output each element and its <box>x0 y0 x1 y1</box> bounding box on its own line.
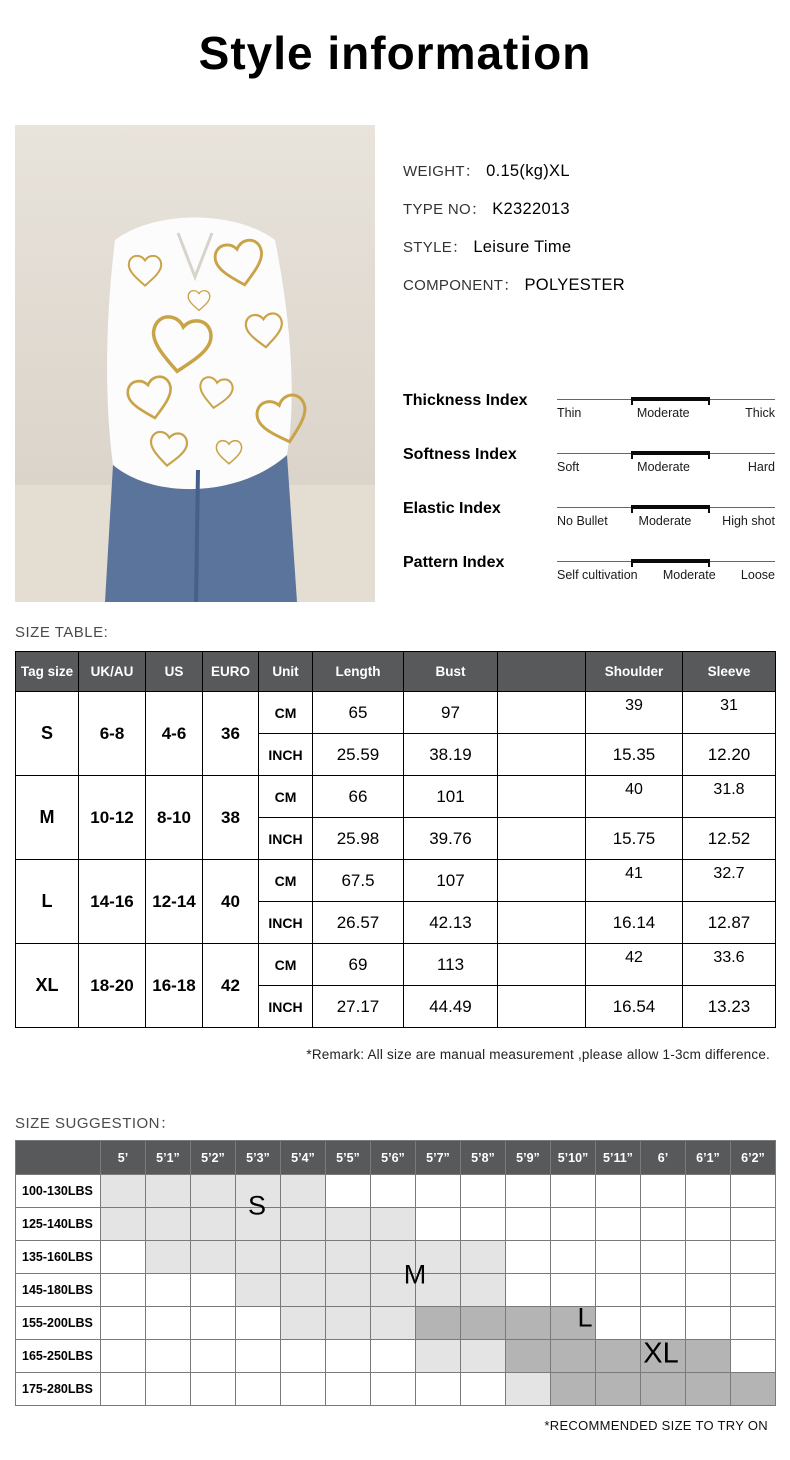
blank-cell <box>498 986 586 1028</box>
suggestion-cell <box>641 1175 686 1208</box>
weight-label: 175-280LBS <box>16 1373 101 1406</box>
suggestion-cell <box>641 1307 686 1340</box>
suggestion-cell <box>281 1340 326 1373</box>
index-name: Pattern Index <box>403 554 505 571</box>
suggestion-cell <box>191 1175 236 1208</box>
bust-cell: 101 <box>404 776 498 818</box>
suggestion-cell <box>236 1340 281 1373</box>
suggestion-cell <box>461 1175 506 1208</box>
sleeve-cell: 12.20 <box>683 734 776 776</box>
blank-cell <box>498 818 586 860</box>
height-header: 6’1” <box>686 1141 731 1175</box>
suggestion-cell <box>371 1208 416 1241</box>
scale-label: Loose <box>740 568 775 582</box>
product-photo <box>15 125 375 602</box>
suggestion-cell <box>146 1373 191 1406</box>
scale-line <box>557 399 775 400</box>
suggestion-cell <box>686 1373 731 1406</box>
shoulder-cell: 42 <box>586 944 683 986</box>
scale-label: Self cultivation <box>557 568 638 582</box>
header-shoulder: Shoulder <box>586 652 683 692</box>
scale-selected-bar <box>631 451 709 455</box>
unit-cell: INCH <box>259 986 313 1028</box>
size-letter-l: L <box>577 1302 593 1333</box>
scale-label: Moderate <box>638 514 692 528</box>
scale-label: Thick <box>745 406 775 420</box>
height-header: 5’10” <box>551 1141 596 1175</box>
height-header: 5’7” <box>416 1141 461 1175</box>
suggestion-cell <box>686 1274 731 1307</box>
suggestion-cell <box>641 1373 686 1406</box>
suggestion-cell <box>641 1208 686 1241</box>
suggestion-cell <box>101 1373 146 1406</box>
unit-cell: CM <box>259 692 313 734</box>
scale-line <box>557 453 775 454</box>
suggestion-cell <box>326 1241 371 1274</box>
sleeve-cell: 31 <box>683 692 776 734</box>
euro-cell: 42 <box>203 944 259 1028</box>
suggestion-cell <box>686 1241 731 1274</box>
size-table-heading: SIZE TABLE: <box>15 624 109 641</box>
suggestion-cell <box>596 1175 641 1208</box>
length-cell: 26.57 <box>313 902 404 944</box>
suggestion-cell <box>236 1241 281 1274</box>
uk-au-cell: 6-8 <box>79 692 146 776</box>
pattern-index <box>403 552 775 606</box>
suggestion-corner-cell <box>16 1141 101 1175</box>
height-header: 5’6” <box>371 1141 416 1175</box>
suggestion-cell <box>101 1340 146 1373</box>
table-row-l-cm <box>16 860 776 902</box>
header-us: US <box>146 652 203 692</box>
index-scale <box>557 453 775 474</box>
info-label: WEIGHT： <box>403 163 481 180</box>
weight-label: 135-160LBS <box>16 1241 101 1274</box>
scale-labels <box>557 514 775 528</box>
height-header: 5’5” <box>326 1141 371 1175</box>
fabric-indices <box>403 390 775 606</box>
shoulder-cell: 16.14 <box>586 902 683 944</box>
weight-row <box>16 1208 776 1241</box>
suggestion-cell <box>461 1241 506 1274</box>
scale-label: Moderate <box>662 568 716 582</box>
info-label: STYLE： <box>403 239 468 256</box>
height-header: 5’8” <box>461 1141 506 1175</box>
suggestion-cell <box>551 1373 596 1406</box>
suggestion-cell <box>416 1241 461 1274</box>
uk-au-cell: 14-16 <box>79 860 146 944</box>
shoulder-cell: 39 <box>586 692 683 734</box>
tag-size-cell: M <box>16 776 79 860</box>
height-header: 5’2” <box>191 1141 236 1175</box>
euro-cell: 40 <box>203 860 259 944</box>
suggestion-cell <box>416 1340 461 1373</box>
info-row-type-no <box>403 198 625 219</box>
suggestion-cell <box>281 1274 326 1307</box>
product-info <box>403 160 625 295</box>
index-scale <box>557 507 775 528</box>
scale-label: Moderate <box>636 406 690 420</box>
suggestion-cell <box>461 1208 506 1241</box>
suggestion-cell <box>236 1175 281 1208</box>
size-suggestion-table <box>15 1140 776 1406</box>
blank-cell <box>498 902 586 944</box>
suggestion-cell <box>731 1307 776 1340</box>
suggestion-cell <box>686 1340 731 1373</box>
suggestion-cell <box>281 1175 326 1208</box>
suggestion-cell <box>731 1175 776 1208</box>
header-euro: EURO <box>203 652 259 692</box>
suggestion-cell <box>506 1208 551 1241</box>
suggestion-cell <box>371 1340 416 1373</box>
index-scale <box>557 561 775 582</box>
suggestion-cell <box>326 1274 371 1307</box>
unit-cell: INCH <box>259 818 313 860</box>
shoulder-cell: 16.54 <box>586 986 683 1028</box>
suggestion-cell <box>236 1307 281 1340</box>
suggestion-cell <box>596 1274 641 1307</box>
header-sleeve: Sleeve <box>683 652 776 692</box>
suggestion-cell <box>596 1373 641 1406</box>
suggestion-cell <box>461 1373 506 1406</box>
blank-cell <box>498 860 586 902</box>
suggestion-cell <box>146 1307 191 1340</box>
weight-row <box>16 1373 776 1406</box>
suggestion-cell <box>731 1373 776 1406</box>
suggestion-cell <box>101 1175 146 1208</box>
header-bust: Bust <box>404 652 498 692</box>
info-value: 0.15(kg)XL <box>486 162 570 180</box>
header-length: Length <box>313 652 404 692</box>
header-blank <box>498 652 586 692</box>
suggestion-cell <box>551 1340 596 1373</box>
suggestion-cell <box>281 1307 326 1340</box>
height-header: 5’ <box>101 1141 146 1175</box>
header-uk-au: UK/AU <box>79 652 146 692</box>
euro-cell: 38 <box>203 776 259 860</box>
sleeve-cell: 12.87 <box>683 902 776 944</box>
info-row-weight <box>403 160 625 181</box>
suggestion-cell <box>596 1241 641 1274</box>
size-letter-m: M <box>403 1259 427 1290</box>
suggestion-cell <box>371 1274 416 1307</box>
suggestion-cell <box>596 1208 641 1241</box>
shoulder-cell: 15.35 <box>586 734 683 776</box>
tag-size-cell: L <box>16 860 79 944</box>
suggestion-cell <box>641 1337 686 1373</box>
suggestion-cell <box>326 1208 371 1241</box>
scale-label: No Bullet <box>557 514 608 528</box>
weight-row <box>16 1307 776 1340</box>
index-name: Softness Index <box>403 446 517 463</box>
weight-row <box>16 1274 776 1307</box>
suggestion-cell <box>191 1241 236 1274</box>
suggestion-cell <box>101 1208 146 1241</box>
suggestion-cell <box>146 1274 191 1307</box>
uk-au-cell: 18-20 <box>79 944 146 1028</box>
suggestion-cell <box>461 1274 506 1307</box>
weight-label: 100-130LBS <box>16 1175 101 1208</box>
table-row-s-cm <box>16 692 776 734</box>
header-tag-size: Tag size <box>16 652 79 692</box>
suggestion-cell <box>371 1241 416 1274</box>
tag-size-cell: XL <box>16 944 79 1028</box>
suggestion-cell <box>371 1175 416 1208</box>
suggestion-cell <box>596 1340 641 1373</box>
info-row-style <box>403 236 625 257</box>
suggestion-cell <box>236 1208 281 1241</box>
sleeve-cell: 31.8 <box>683 776 776 818</box>
elastic-index <box>403 498 775 552</box>
suggestion-cell <box>641 1241 686 1274</box>
blank-cell <box>498 944 586 986</box>
length-cell: 27.17 <box>313 986 404 1028</box>
unit-cell: INCH <box>259 734 313 776</box>
suggestion-cell <box>731 1208 776 1241</box>
suggestion-cell <box>551 1175 596 1208</box>
suggestion-cell <box>416 1307 461 1340</box>
scale-line <box>557 507 775 508</box>
height-header: 6’2” <box>731 1141 776 1175</box>
length-cell: 25.59 <box>313 734 404 776</box>
suggestion-cell <box>326 1340 371 1373</box>
height-header: 5’4” <box>281 1141 326 1175</box>
scale-labels <box>557 406 775 420</box>
suggestion-cell <box>506 1307 551 1340</box>
suggestion-cell <box>686 1307 731 1340</box>
suggestion-cell <box>596 1307 641 1340</box>
suggestion-cell <box>236 1274 281 1307</box>
scale-selected-bar <box>631 505 709 509</box>
size-table <box>15 651 776 1028</box>
length-cell: 69 <box>313 944 404 986</box>
sleeve-cell: 32.7 <box>683 860 776 902</box>
info-label: TYPE NO： <box>403 201 487 218</box>
weight-row <box>16 1340 776 1373</box>
height-header-row <box>16 1141 776 1175</box>
info-value: Leisure Time <box>473 238 572 256</box>
suggestion-cell <box>731 1274 776 1307</box>
scale-label: Thin <box>557 406 582 420</box>
scale-line <box>557 561 775 562</box>
suggestion-cell <box>641 1274 686 1307</box>
bust-cell: 38.19 <box>404 734 498 776</box>
sleeve-cell: 12.52 <box>683 818 776 860</box>
euro-cell: 36 <box>203 692 259 776</box>
suggestion-cell <box>731 1340 776 1373</box>
bust-cell: 42.13 <box>404 902 498 944</box>
table-row-m-cm <box>16 776 776 818</box>
uk-au-cell: 10-12 <box>79 776 146 860</box>
suggestion-cell <box>731 1241 776 1274</box>
height-header: 6’ <box>641 1141 686 1175</box>
length-cell: 25.98 <box>313 818 404 860</box>
page-title: Style information <box>198 27 592 79</box>
suggestion-cell <box>146 1340 191 1373</box>
bust-cell: 39.76 <box>404 818 498 860</box>
suggestion-cell <box>326 1373 371 1406</box>
suggestion-cell <box>146 1208 191 1241</box>
suggestion-cell <box>281 1373 326 1406</box>
shoulder-cell: 41 <box>586 860 683 902</box>
tag-size-cell: S <box>16 692 79 776</box>
suggestion-cell <box>191 1340 236 1373</box>
bust-cell: 97 <box>404 692 498 734</box>
suggestion-cell <box>416 1208 461 1241</box>
suggestion-cell <box>281 1208 326 1241</box>
scale-label: High shot <box>722 514 775 528</box>
scale-labels <box>557 460 775 474</box>
suggestion-cell <box>506 1175 551 1208</box>
suggestion-cell <box>326 1307 371 1340</box>
suggestion-cell <box>101 1274 146 1307</box>
us-cell: 8-10 <box>146 776 203 860</box>
suggestion-cell <box>506 1241 551 1274</box>
suggestion-cell <box>371 1307 416 1340</box>
unit-cell: CM <box>259 944 313 986</box>
scale-selected-bar <box>631 397 709 401</box>
suggestion-cell <box>506 1274 551 1307</box>
bust-cell: 44.49 <box>404 986 498 1028</box>
blank-cell <box>498 776 586 818</box>
suggestion-cell <box>101 1307 146 1340</box>
suggestion-cell <box>461 1307 506 1340</box>
suggestion-cell <box>191 1208 236 1241</box>
unit-cell: CM <box>259 776 313 818</box>
unit-cell: CM <box>259 860 313 902</box>
suggestion-cell <box>146 1175 191 1208</box>
length-cell: 67.5 <box>313 860 404 902</box>
suggestion-cell <box>551 1274 596 1307</box>
suggestion-cell <box>686 1175 731 1208</box>
suggestion-cell <box>281 1241 326 1274</box>
weight-label: 125-140LBS <box>16 1208 101 1241</box>
scale-selected-bar <box>631 559 709 563</box>
shoulder-cell: 40 <box>586 776 683 818</box>
suggestion-cell <box>146 1241 191 1274</box>
scale-label: Hard <box>747 460 775 474</box>
unit-cell: INCH <box>259 902 313 944</box>
suggestion-cell <box>461 1340 506 1373</box>
suggestion-cell <box>551 1307 596 1340</box>
size-table-header-row <box>16 652 776 692</box>
bust-cell: 107 <box>404 860 498 902</box>
scale-label: Soft <box>557 460 580 474</box>
height-header: 5’11” <box>596 1141 641 1175</box>
softness-index <box>403 444 775 498</box>
suggestion-cell <box>551 1208 596 1241</box>
product-photo-art <box>15 125 375 602</box>
us-cell: 16-18 <box>146 944 203 1028</box>
size-letter-s: S <box>247 1190 267 1221</box>
blank-cell <box>498 734 586 776</box>
suggestion-cell <box>506 1340 551 1373</box>
suggestion-cell <box>191 1307 236 1340</box>
suggestion-cell <box>416 1274 461 1307</box>
weight-label: 145-180LBS <box>16 1274 101 1307</box>
index-scale <box>557 399 775 420</box>
height-header: 5’1” <box>146 1141 191 1175</box>
recommended-footnote: *RECOMMENDED SIZE TO TRY ON <box>544 1418 768 1433</box>
size-letter-xl: XL <box>643 1337 679 1370</box>
suggestion-cell <box>416 1373 461 1406</box>
suggestion-cell <box>191 1373 236 1406</box>
suggestion-cell <box>326 1175 371 1208</box>
blank-cell <box>498 692 586 734</box>
weight-row <box>16 1175 776 1208</box>
suggestion-cell <box>191 1274 236 1307</box>
suggestion-cell <box>371 1373 416 1406</box>
sleeve-cell: 33.6 <box>683 944 776 986</box>
suggestion-cell <box>101 1241 146 1274</box>
size-suggestion-heading: SIZE SUGGESTION： <box>15 1115 176 1132</box>
index-name: Thickness Index <box>403 392 528 409</box>
info-label: COMPONENT： <box>403 277 519 294</box>
scale-labels <box>557 568 775 582</box>
info-value: K2322013 <box>492 200 570 218</box>
length-cell: 66 <box>313 776 404 818</box>
suggestion-cell <box>551 1241 596 1274</box>
scale-label: Moderate <box>637 460 690 474</box>
size-remark: *Remark: All size are manual measurement ,please allow 1-3cm difference. <box>306 1047 770 1062</box>
shoulder-cell: 15.75 <box>586 818 683 860</box>
info-value: POLYESTER <box>524 276 626 294</box>
weight-label: 165-250LBS <box>16 1340 101 1373</box>
suggestion-cell <box>236 1373 281 1406</box>
thickness-index <box>403 390 775 444</box>
header-unit: Unit <box>259 652 313 692</box>
height-header: 5’3” <box>236 1141 281 1175</box>
height-header: 5’9” <box>506 1141 551 1175</box>
suggestion-cell <box>686 1208 731 1241</box>
us-cell: 4-6 <box>146 692 203 776</box>
index-name: Elastic Index <box>403 500 501 517</box>
weight-label: 155-200LBS <box>16 1307 101 1340</box>
weight-row <box>16 1241 776 1274</box>
bust-cell: 113 <box>404 944 498 986</box>
length-cell: 65 <box>313 692 404 734</box>
sleeve-cell: 13.23 <box>683 986 776 1028</box>
suggestion-cell <box>416 1175 461 1208</box>
us-cell: 12-14 <box>146 860 203 944</box>
table-row-xl-cm <box>16 944 776 986</box>
suggestion-cell <box>506 1373 551 1406</box>
info-row-component <box>403 274 625 295</box>
